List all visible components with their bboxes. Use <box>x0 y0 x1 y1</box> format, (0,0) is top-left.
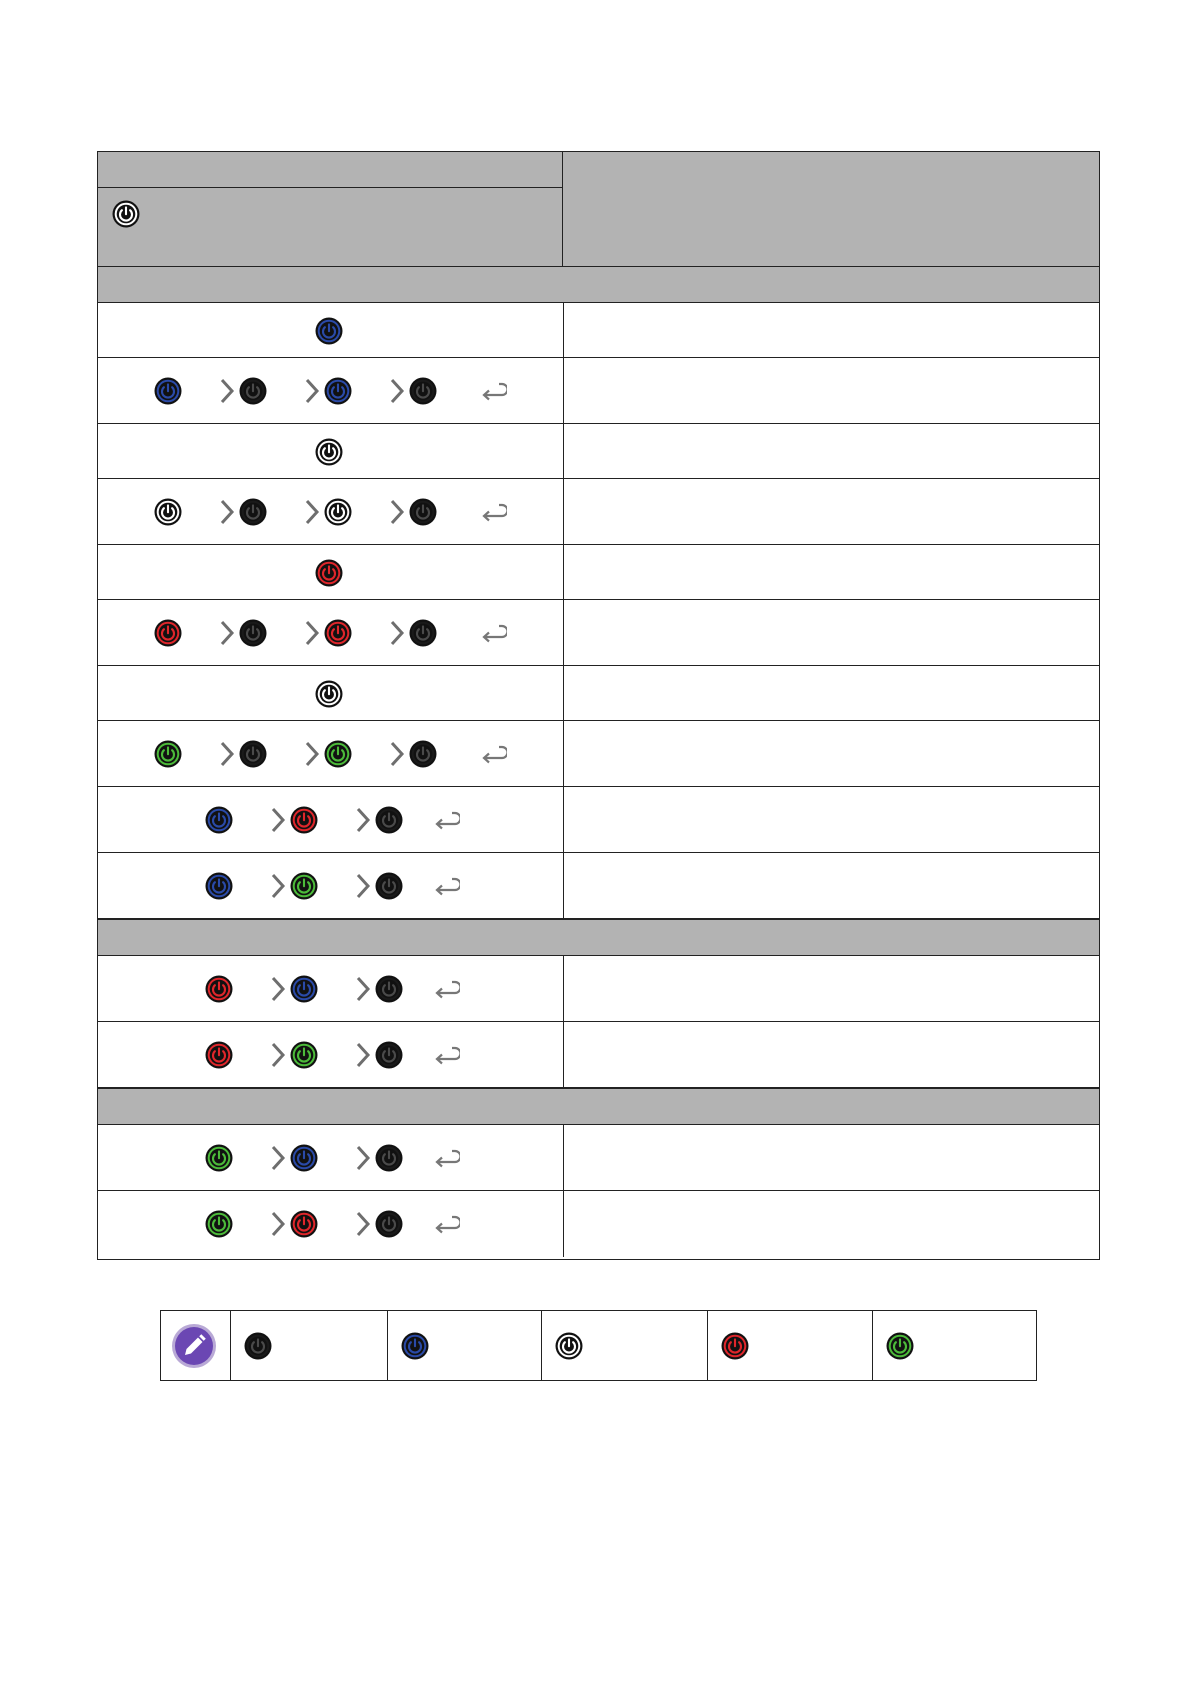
note-box <box>160 1310 1037 1381</box>
power-icon <box>315 438 343 466</box>
power-icon <box>409 619 437 647</box>
repeat-arrow-icon <box>479 623 507 643</box>
column-divider <box>563 545 564 599</box>
power-icon <box>721 1332 749 1360</box>
chevron-right-icon <box>219 498 235 526</box>
power-icon <box>205 975 233 1003</box>
repeat-arrow-icon <box>432 876 460 896</box>
note-legend-item <box>231 1311 388 1380</box>
repeat-arrow-icon <box>479 381 507 401</box>
power-icon <box>375 1210 403 1238</box>
power-icon <box>205 1210 233 1238</box>
chevron-right-icon <box>270 1210 286 1238</box>
chevron-right-icon <box>270 806 286 834</box>
row-description <box>578 721 1089 786</box>
row-description <box>578 787 1089 852</box>
power-icon <box>290 1210 318 1238</box>
repeat-arrow-icon <box>432 1214 460 1234</box>
power-icon <box>290 872 318 900</box>
table-row <box>98 424 1099 479</box>
row-description <box>578 424 1089 478</box>
repeat-arrow-icon <box>479 744 507 764</box>
chevron-right-icon <box>270 975 286 1003</box>
power-icon <box>886 1332 914 1360</box>
power-icon <box>315 680 343 708</box>
power-icon <box>154 498 182 526</box>
power-icon <box>324 740 352 768</box>
table-row <box>98 479 1099 545</box>
power-icon <box>375 975 403 1003</box>
row-description <box>578 853 1089 918</box>
note-icon-cell <box>161 1311 231 1380</box>
table-row <box>98 545 1099 600</box>
power-icon <box>290 1144 318 1172</box>
chevron-right-icon <box>304 498 320 526</box>
table-row <box>98 853 1099 919</box>
section-header <box>98 919 1099 956</box>
power-icon <box>315 559 343 587</box>
note-legend-item <box>388 1311 542 1380</box>
repeat-arrow-icon <box>432 1148 460 1168</box>
column-divider <box>563 600 564 665</box>
power-icon <box>112 200 140 228</box>
power-icon <box>205 1144 233 1172</box>
table-row <box>98 787 1099 853</box>
power-icon <box>555 1332 583 1360</box>
power-icon <box>375 1041 403 1069</box>
power-icon <box>205 806 233 834</box>
table-row <box>98 666 1099 721</box>
row-description <box>578 1022 1089 1087</box>
power-icon <box>375 1144 403 1172</box>
chevron-right-icon <box>389 740 405 768</box>
chevron-right-icon <box>219 619 235 647</box>
chevron-right-icon <box>355 1144 371 1172</box>
power-icon <box>154 740 182 768</box>
power-icon <box>154 377 182 405</box>
chevron-right-icon <box>219 740 235 768</box>
section-header <box>98 266 1099 303</box>
header-col1-icon-cell <box>98 188 563 266</box>
table-row <box>98 1125 1099 1191</box>
column-divider <box>563 1022 564 1087</box>
chevron-right-icon <box>304 377 320 405</box>
power-icon <box>375 806 403 834</box>
row-description <box>578 545 1089 599</box>
power-icon <box>239 619 267 647</box>
power-icon <box>154 619 182 647</box>
column-divider <box>563 1125 564 1190</box>
chevron-right-icon <box>355 1041 371 1069</box>
table-row <box>98 721 1099 787</box>
column-divider <box>563 1191 564 1257</box>
column-divider <box>563 358 564 423</box>
chevron-right-icon <box>304 740 320 768</box>
power-icon <box>409 377 437 405</box>
repeat-arrow-icon <box>479 502 507 522</box>
repeat-arrow-icon <box>432 810 460 830</box>
power-icon <box>205 1041 233 1069</box>
chevron-right-icon <box>219 377 235 405</box>
power-icon <box>315 317 343 345</box>
chevron-right-icon <box>270 872 286 900</box>
table-row <box>98 358 1099 424</box>
power-icon <box>324 619 352 647</box>
row-description <box>578 1125 1089 1190</box>
repeat-arrow-icon <box>432 979 460 999</box>
power-icon <box>324 498 352 526</box>
chevron-right-icon <box>304 619 320 647</box>
table-row <box>98 1022 1099 1088</box>
led-indicator-table <box>97 151 1100 1260</box>
column-divider <box>563 721 564 786</box>
column-divider <box>563 666 564 720</box>
chevron-right-icon <box>355 1210 371 1238</box>
power-icon <box>375 872 403 900</box>
chevron-right-icon <box>389 619 405 647</box>
column-divider <box>563 303 564 357</box>
power-icon <box>324 377 352 405</box>
row-description <box>578 666 1089 720</box>
power-icon <box>401 1332 429 1360</box>
row-description <box>578 1191 1089 1257</box>
note-legend-item <box>873 1311 1038 1380</box>
power-icon <box>205 872 233 900</box>
power-icon <box>239 377 267 405</box>
section-header <box>98 1088 1099 1125</box>
header-col1-title <box>98 152 563 188</box>
chevron-right-icon <box>355 872 371 900</box>
power-icon <box>244 1332 272 1360</box>
row-description <box>578 358 1089 423</box>
power-icon <box>239 498 267 526</box>
power-icon <box>290 1041 318 1069</box>
chevron-right-icon <box>389 498 405 526</box>
power-icon <box>290 975 318 1003</box>
power-icon <box>409 498 437 526</box>
column-divider <box>563 787 564 852</box>
chevron-right-icon <box>270 1041 286 1069</box>
column-divider <box>563 424 564 478</box>
row-description <box>578 600 1089 665</box>
column-divider <box>563 479 564 544</box>
header-col2-title <box>563 152 1099 266</box>
column-divider <box>563 853 564 918</box>
chevron-right-icon <box>389 377 405 405</box>
power-icon <box>409 740 437 768</box>
chevron-right-icon <box>270 1144 286 1172</box>
row-description <box>578 303 1089 357</box>
table-row <box>98 600 1099 666</box>
row-description <box>578 479 1089 544</box>
power-icon <box>239 740 267 768</box>
row-description <box>578 956 1089 1021</box>
table-row <box>98 956 1099 1022</box>
pencil-icon <box>171 1323 217 1369</box>
note-legend-item <box>708 1311 873 1380</box>
chevron-right-icon <box>355 806 371 834</box>
power-icon <box>290 806 318 834</box>
repeat-arrow-icon <box>432 1045 460 1065</box>
note-legend-item <box>542 1311 708 1380</box>
chevron-right-icon <box>355 975 371 1003</box>
table-row <box>98 1191 1099 1257</box>
table-row <box>98 303 1099 358</box>
column-divider <box>563 956 564 1021</box>
